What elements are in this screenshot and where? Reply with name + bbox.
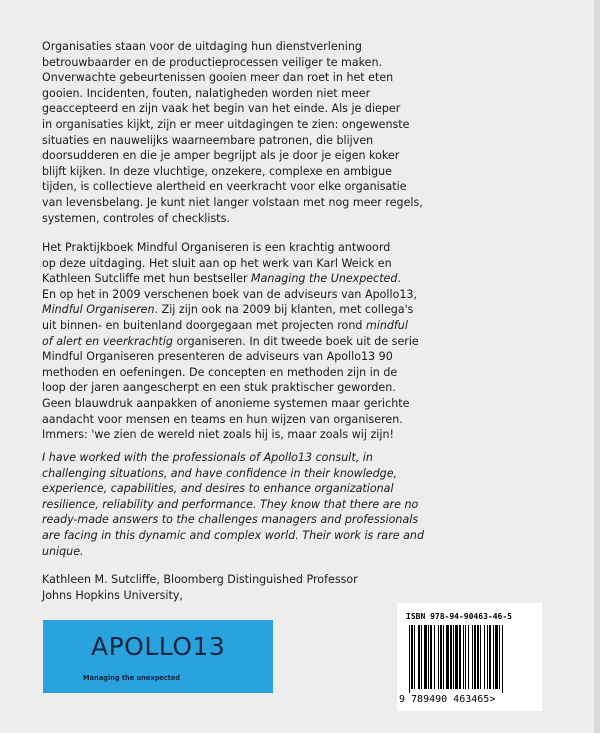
text-line: van levensbelang. Je kunt niet langer volstaan met nog meer regels,	[42, 195, 423, 209]
text-line	[42, 271, 428, 287]
quote-line: unique.	[42, 544, 84, 558]
endorsement-quote	[42, 450, 428, 559]
attribution-affiliation: Johns Hopkins University,	[42, 588, 183, 602]
quote-line: resilience, reliability and performance. They know that there are no	[42, 497, 419, 511]
quote-line: are facing in this dynamic and complex world. Their work is rare and	[42, 528, 424, 542]
text-line: op deze uitdaging. Het sluit aan op het werk van Karl Weick en	[42, 256, 392, 270]
text-line: Immers: 'we zien de wereld niet zoals hij is, maar zoals wij zijn!	[42, 428, 394, 442]
text-line: situaties en nauwelijks waarneembare patronen, die blijven	[42, 133, 374, 147]
book-title-managing-the-unexpected: Managing the Unexpected	[251, 272, 398, 286]
book-description-paragraph	[42, 240, 428, 443]
text-line	[42, 318, 428, 334]
text-segment: uit binnen- en buitenland doorgegaan met projecten rond	[42, 318, 366, 332]
attribution-name: Kathleen M. Sutcliffe, Bloomberg Distinguished Professor	[42, 573, 358, 586]
quote-attribution	[42, 572, 428, 603]
text-segment: Kathleen Sutcliffe met hun bestseller	[42, 272, 252, 286]
barcode-number: 9 789490 463465	[399, 694, 490, 705]
text-line: Mindful Organiseren presenteren de adviseurs van Apollo13 90	[42, 350, 393, 364]
text-line: tijden, is collectieve alertheid en veerkracht voor elke organisatie	[42, 180, 407, 194]
text-line: gooien. Incidenten, fouten, nalatigheden worden niet meer	[42, 86, 371, 100]
text-line: En op het in 2009 verschenen boek van de adviseurs van Apollo13,	[42, 287, 417, 301]
text-line	[42, 302, 428, 318]
logo-name: APOLLO13	[91, 632, 226, 661]
barcode-bars	[409, 625, 529, 693]
text-line: systemen, controles of checklists.	[42, 211, 230, 225]
text-line: doorsudderen en die je amper begrijpt als je door je eigen koker	[42, 149, 400, 163]
text-line	[42, 334, 428, 350]
text-line: betrouwbaarder en de productieprocessen veiliger te maken.	[42, 55, 383, 69]
text-line: Organisaties staan voor de uitdaging hun dienstverlening	[42, 40, 362, 53]
cover-edge	[594, 0, 600, 733]
emphasis-text: of alert en veerkrachtig	[42, 334, 173, 348]
isbn-barcode	[397, 603, 542, 711]
quote-line: challenging situations, and have confidence in their knowledge,	[42, 466, 398, 480]
quote-line: experience, capabilities, and desires to enhance organizational	[42, 482, 394, 496]
text-segment: organiseren. In dit tweede boek uit de serie	[172, 334, 419, 348]
intro-paragraph	[42, 39, 428, 226]
text-line: loop der jaren aangescherpt en een stuk praktischer geworden.	[42, 381, 396, 395]
barcode-arrow: >	[489, 694, 496, 705]
text-segment: .	[397, 272, 401, 286]
apollo13-logo	[43, 620, 273, 693]
quote-line: I have worked with the professionals of Apollo13 consult, in	[42, 451, 373, 464]
isbn-label: ISBN 978-94-90463-46-5	[406, 612, 512, 621]
text-line: methoden en oefeningen. De concepten en methoden zijn in de	[42, 365, 398, 379]
barcode-digits	[399, 694, 495, 705]
book-title-mindful-organiseren: Mindful Organiseren	[42, 303, 155, 317]
text-line: Geen blauwdruk aanpakken of anonieme systemen maar gerichte	[42, 396, 410, 410]
text-line: Het Praktijkboek Mindful Organiseren is een krachtig antwoord	[42, 241, 391, 254]
text-line: geaccepteerd en zijn vaak het begin van het einde. Als je dieper	[42, 102, 401, 116]
text-line: Onverwachte gebeurtenissen gooien meer dan roet in het eten	[42, 71, 394, 85]
quote-line: ready-made answers to the challenges managers and professionals	[42, 513, 419, 527]
text-line: in organisaties kijkt, zijn er meer uitdagingen te zien: ongewenste	[42, 117, 410, 131]
text-line: aandacht voor mensen en teams en hun wijzen van organiseren.	[42, 412, 403, 426]
text-line: blijft kijken. In deze vluchtige, onzekere, complexe en ambigue	[42, 164, 392, 178]
text-segment: . Zij zijn ook na 2009 bij klanten, met collega's	[154, 303, 414, 317]
logo-tagline: Managing the unexpected	[83, 674, 181, 682]
emphasis-text: mindful	[365, 318, 408, 332]
